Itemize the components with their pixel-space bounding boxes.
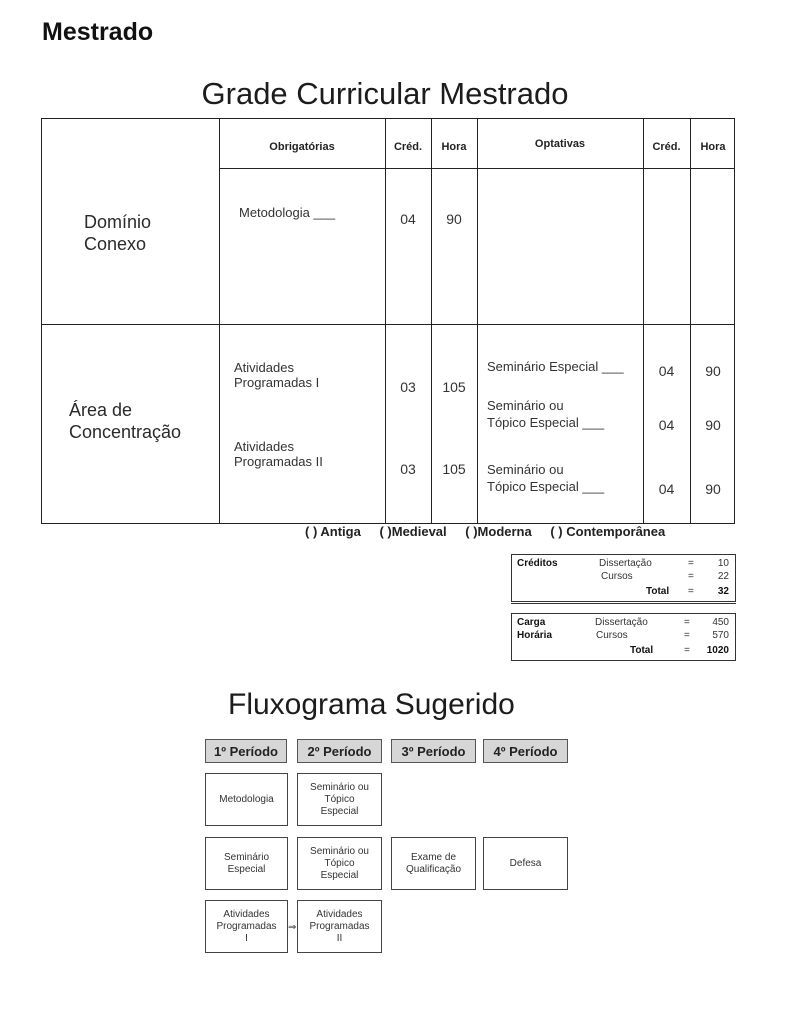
periodo-2: 2º Período [297,739,382,763]
flux-atividades-2: Atividades Programadas II [297,900,382,953]
carga-total-eq: = [684,645,690,656]
area-concentracao-label: Área de Concentração [69,400,182,442]
flux-atividades-1: Atividades Programadas I [205,900,288,953]
seminario-especial-hora: 90 [705,363,721,379]
carga-cursos-eq: = [684,630,690,641]
grid-divider [690,119,691,523]
creditos-total-label: Total [646,586,670,597]
dominio-conexo-label: Domínio Conexo [84,212,152,254]
creditos-label: Créditos [517,558,558,569]
creditos-dissertacao-eq: = [688,558,694,569]
period-medieval: ( )Medieval [379,524,447,539]
seminario-topico-1-hora: 90 [705,417,721,433]
carga-cursos-label: Cursos [596,630,628,641]
fluxograma-title: Fluxograma Sugerido [228,688,515,721]
atividades-2-hora: 105 [442,461,466,477]
carga-dissertacao-label: Dissertação [595,617,648,628]
grade-curricular-table [41,118,735,524]
period-antiga: ( ) Antiga [305,524,361,539]
flux-seminario-especial: Seminário Especial [205,837,288,890]
page-title: Mestrado [42,18,154,46]
carga-cursos-value: 570 [712,630,729,641]
carga-horaria-box [511,613,736,661]
period-moderna: ( )Moderna [465,524,532,539]
seminario-especial-cred: 04 [658,363,675,379]
creditos-dissertacao-value: 10 [717,558,729,569]
arrow-right-icon: ⇒ [288,922,297,933]
grid-divider [643,119,644,523]
creditos-dissertacao-label: Dissertação [599,558,652,569]
grid-divider [219,168,734,169]
periodo-4: 4º Período [483,739,568,763]
atividades-programadas-2: Atividades Programadas II [234,439,323,469]
flux-defesa: Defesa [483,837,568,890]
atividades-1-cred: 03 [400,379,416,395]
flux-metodologia: Metodologia [205,773,288,826]
carga-total-value: 1020 [706,645,729,656]
grid-divider [42,324,734,325]
atividades-2-cred: 03 [400,461,416,477]
period-options [305,524,665,539]
seminario-especial: Seminário Especial ___ [487,359,624,374]
flux-seminario-topico-2: Seminário ou Tópico Especial [297,837,382,890]
header-hora: Hora [441,141,467,153]
metodologia-cred: 04 [400,211,416,227]
carga-total-label: Total [630,645,654,656]
periodo-1: 1º Período [205,739,287,763]
creditos-total-value: 32 [717,586,729,597]
metodologia-item: Metodologia ___ [239,205,336,220]
grade-title: Grade Curricular Mestrado [201,76,569,111]
metodologia-hora: 90 [446,211,462,227]
header-cred: Créd. [393,141,423,153]
carga-dissertacao-value: 450 [712,617,729,628]
header-hora-optativas: Hora [700,141,726,153]
atividades-1-hora: 105 [442,379,466,395]
header-cred-optativas: Créd. [652,141,681,153]
creditos-total-eq: = [688,586,694,597]
periodo-3: 3º Período [391,739,476,763]
creditos-box [511,554,736,602]
carga-label-2: Horária [517,630,553,641]
grid-divider [477,119,478,523]
carga-dissertacao-eq: = [684,617,690,628]
seminario-topico-2-hora: 90 [705,481,721,497]
flux-seminario-topico-1: Seminário ou Tópico Especial [297,773,382,826]
seminario-topico-2: Seminário ou Tópico Especial ___ [487,462,605,494]
header-obrigatorias: Obrigatórias [269,141,335,153]
grid-divider [219,119,220,523]
carga-label-1: Carga [517,617,546,628]
period-contemporanea: ( ) Contemporânea [550,524,666,539]
seminario-topico-2-cred: 04 [658,481,675,497]
header-optativas: Optativas [534,138,586,150]
flux-exame-qualificacao: Exame de Qualificação [391,837,476,890]
creditos-underline [511,603,736,604]
creditos-cursos-value: 22 [717,571,729,582]
atividades-programadas-1: Atividades Programadas I [234,360,320,390]
seminario-topico-1: Seminário ou Tópico Especial ___ [487,398,605,430]
creditos-cursos-eq: = [688,571,694,582]
creditos-cursos-label: Cursos [601,571,633,582]
seminario-topico-1-cred: 04 [658,417,675,433]
